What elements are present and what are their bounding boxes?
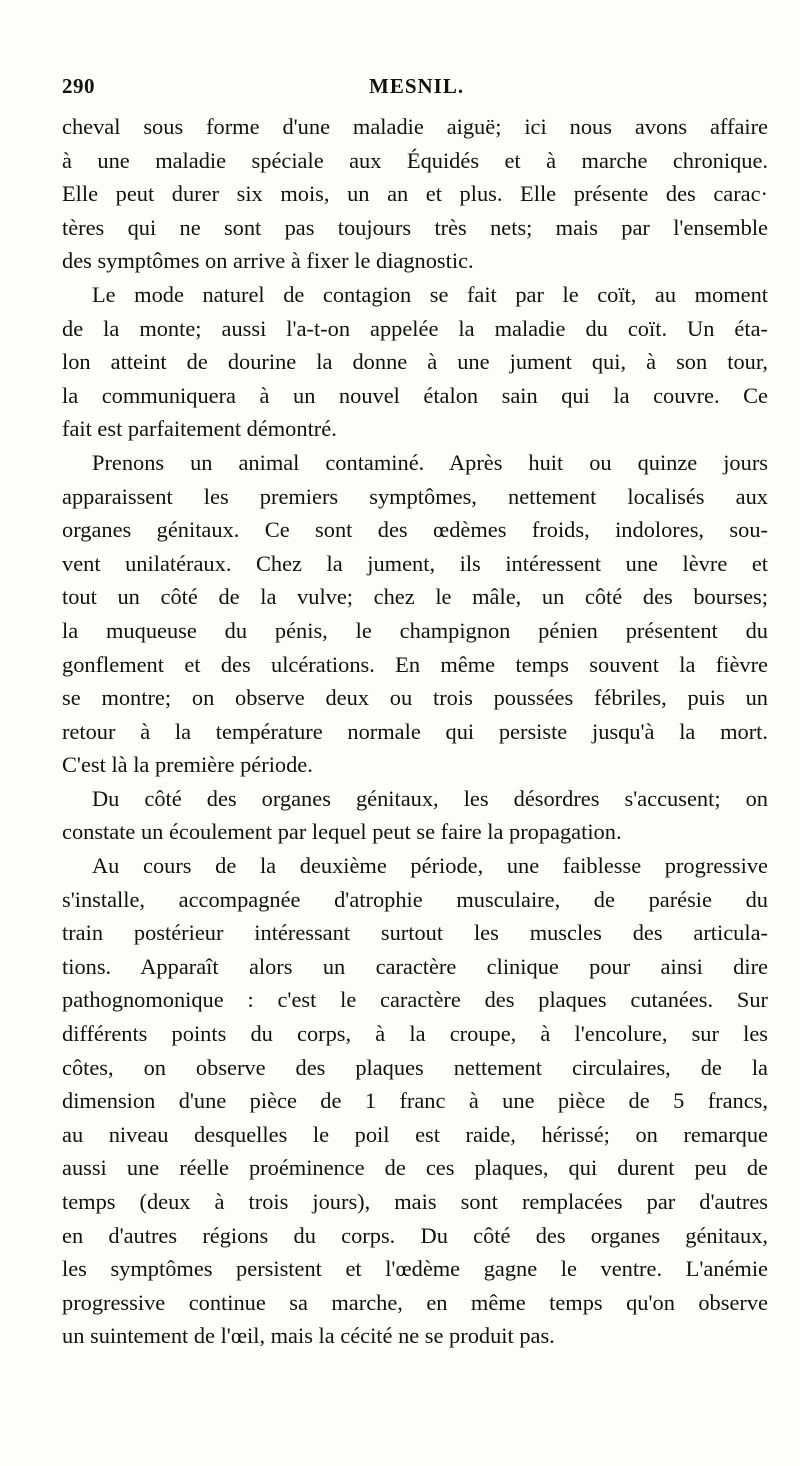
text-line: la communiquera à un nouvel étalon sain qui la couvre. Ce: [62, 382, 768, 408]
text-line: Du côté des organes génitaux, les désordres s'accusent; on: [92, 785, 768, 811]
text-line: Elle peut durer six mois, un an et plus. Elle présente des carac·: [62, 181, 768, 207]
page-number: 290: [62, 74, 95, 98]
text-line: cheval sous forme d'une maladie aiguë; ici nous avons affaire: [62, 114, 768, 139]
text-line: retour à la température normale qui persiste jusqu'à la mort.: [62, 718, 768, 744]
text-line: différents points du corps, à la croupe, à l'encolure, sur les: [62, 1021, 768, 1047]
text-line: les symptômes persistent et l'œdème gagne le ventre. L'anémie: [62, 1256, 768, 1282]
text-line: tout un côté de la vulve; chez le mâle, un côté des bourses;: [62, 584, 768, 610]
text-line: côtes, on observe des plaques nettement circulaires, de la: [62, 1054, 768, 1080]
text-line: Prenons un animal contaminé. Après huit ou quinze jours: [92, 449, 768, 475]
text-line: organes génitaux. Ce sont des œdèmes froids, indolores, sou-: [62, 517, 768, 543]
text-line: à une maladie spéciale aux Équidés et à marche chronique.: [62, 147, 768, 173]
text-line: constate un écoulement par lequel peut se faire la propagation.: [62, 819, 622, 845]
text-line: au niveau desquelles le poil est raide, hérissé; on remarque: [62, 1121, 768, 1147]
text-line: tions. Apparaît alors un caractère clinique pour ainsi dire: [62, 953, 768, 979]
text-line: dimension d'une pièce de 1 franc à une pièce de 5 francs,: [62, 1088, 768, 1114]
text-line: des symptômes on arrive à fixer le diagnostic.: [62, 248, 474, 274]
text-line: aussi une réelle proéminence de ces plaques, qui durent peu de: [62, 1155, 768, 1181]
text-line: C'est là la première période.: [62, 752, 313, 778]
text-line: se montre; on observe deux ou trois poussées fébriles, puis un: [62, 685, 768, 711]
text-line: progressive continue sa marche, en même temps qu'on observe: [62, 1289, 768, 1315]
text-line: temps (deux à trois jours), mais sont remplacées par d'autres: [62, 1189, 768, 1214]
text-line: lon atteint de dourine la donne à une jument qui, à son tour,: [62, 349, 768, 375]
text-line: pathognomonique : c'est le caractère des plaques cutanées. Sur: [62, 987, 768, 1013]
page-header: [62, 74, 770, 110]
text-line: Au cours de la deuxième période, une faiblesse progressive: [92, 853, 768, 879]
text-line: tères qui ne sont pas toujours très nets; mais par l'ensemble: [62, 214, 768, 240]
text-line: train postérieur intéressant surtout les muscles des articula-: [62, 920, 768, 946]
text-line: un suintement de l'œil, mais la cécité ne se produit pas.: [62, 1323, 555, 1349]
text-line: apparaissent les premiers symptômes, nettement localisés aux: [62, 483, 768, 509]
text-line: de la monte; aussi l'a-t-on appelée la maladie du coït. Un éta-: [62, 315, 768, 341]
text-line: s'installe, accompagnée d'atrophie musculaire, de parésie du: [62, 886, 768, 912]
text-line: la muqueuse du pénis, le champignon pénien présentent du: [62, 617, 768, 643]
body-text: [62, 110, 768, 1353]
text-line: vent unilatéraux. Chez la jument, ils intéressent une lèvre et: [62, 550, 768, 576]
text-line: fait est parfaitement démontré.: [62, 416, 337, 442]
running-head: MESNIL.: [369, 74, 465, 98]
text-line: gonflement et des ulcérations. En même temps souvent la fièvre: [62, 651, 768, 677]
text-line: en d'autres régions du corps. Du côté des organes génitaux,: [62, 1222, 768, 1248]
text-line: Le mode naturel de contagion se fait par le coït, au moment: [92, 281, 768, 307]
